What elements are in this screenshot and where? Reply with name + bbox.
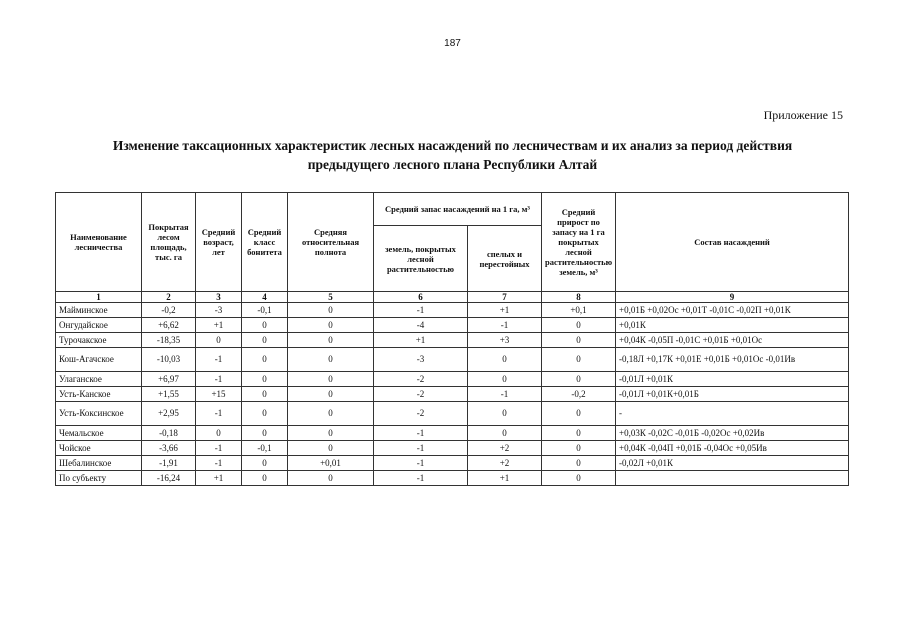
area-cell: -3,66 <box>142 441 196 456</box>
stock-mature-cell: +1 <box>468 471 542 486</box>
bonitet-cell: -0,1 <box>242 303 288 318</box>
age-cell: 0 <box>196 426 242 441</box>
area-cell: -16,24 <box>142 471 196 486</box>
page-number: 187 <box>444 38 461 49</box>
forestry-name: Усть-Коксинское <box>56 402 142 426</box>
document-title <box>60 136 845 174</box>
area-cell: -1,91 <box>142 456 196 471</box>
header-stock-mature: спелых и перестойных <box>468 226 542 292</box>
forestry-name: Чойское <box>56 441 142 456</box>
table-row <box>56 456 849 471</box>
density-cell: 0 <box>288 333 374 348</box>
density-cell: +0,01 <box>288 456 374 471</box>
composition-cell: -0,01Л +0,01К <box>616 372 849 387</box>
bonitet-cell: 0 <box>242 402 288 426</box>
area-cell: -0,2 <box>142 303 196 318</box>
table-row <box>56 372 849 387</box>
stock-covered-cell: -1 <box>374 426 468 441</box>
table-row <box>56 441 849 456</box>
table-row <box>56 348 849 372</box>
stock-covered-cell: -1 <box>374 456 468 471</box>
forestry-name: Турочакское <box>56 333 142 348</box>
appendix-label: Приложение 15 <box>763 108 843 122</box>
bonitet-cell: 0 <box>242 333 288 348</box>
bonitet-cell: 0 <box>242 426 288 441</box>
density-cell: 0 <box>288 348 374 372</box>
increment-cell: 0 <box>542 441 616 456</box>
column-number: 9 <box>616 292 849 303</box>
stock-mature-cell: 0 <box>468 372 542 387</box>
stock-mature-cell: 0 <box>468 426 542 441</box>
table-row <box>56 426 849 441</box>
bonitet-cell: -0,1 <box>242 441 288 456</box>
header-bonitet: Средний класс бонитета <box>242 193 288 292</box>
age-cell: -3 <box>196 303 242 318</box>
column-number-row <box>56 292 849 303</box>
area-cell: +6,97 <box>142 372 196 387</box>
increment-cell: 0 <box>542 333 616 348</box>
forestry-name: Онгудайское <box>56 318 142 333</box>
density-cell: 0 <box>288 402 374 426</box>
header-name: Наименование лесничества <box>56 193 142 292</box>
stock-covered-cell: -4 <box>374 318 468 333</box>
bonitet-cell: 0 <box>242 348 288 372</box>
forestry-name: Усть-Канское <box>56 387 142 402</box>
increment-cell: 0 <box>542 456 616 471</box>
increment-cell: 0 <box>542 402 616 426</box>
density-cell: 0 <box>288 426 374 441</box>
stock-covered-cell: -2 <box>374 372 468 387</box>
stock-mature-cell: -1 <box>468 387 542 402</box>
composition-cell: - <box>616 402 849 426</box>
composition-cell: -0,18Л +0,17К +0,01Е +0,01Б +0,01Ос -0,01Ив <box>616 348 849 372</box>
density-cell: 0 <box>288 303 374 318</box>
stock-mature-cell: -1 <box>468 318 542 333</box>
age-cell: +15 <box>196 387 242 402</box>
forestry-name: Чемальское <box>56 426 142 441</box>
forest-change-table <box>55 192 849 486</box>
header-composition: Состав насаждений <box>616 193 849 292</box>
stock-covered-cell: -3 <box>374 348 468 372</box>
stock-covered-cell: -2 <box>374 402 468 426</box>
stock-mature-cell: 0 <box>468 348 542 372</box>
stock-covered-cell: +1 <box>374 333 468 348</box>
header-area: Покрытая лесом площадь, тыс. га <box>142 193 196 292</box>
stock-mature-cell: 0 <box>468 402 542 426</box>
header-age: Средний возраст, лет <box>196 193 242 292</box>
area-cell: -18,35 <box>142 333 196 348</box>
increment-cell: 0 <box>542 348 616 372</box>
forestry-name: По субъекту <box>56 471 142 486</box>
area-cell: -10,03 <box>142 348 196 372</box>
column-number: 2 <box>142 292 196 303</box>
age-cell: -1 <box>196 372 242 387</box>
bonitet-cell: 0 <box>242 318 288 333</box>
forestry-name: Шебалинское <box>56 456 142 471</box>
header-stock-covered: земель, покрытых лесной растительностью <box>374 226 468 292</box>
forestry-name: Майминское <box>56 303 142 318</box>
age-cell: -1 <box>196 402 242 426</box>
age-cell: -1 <box>196 456 242 471</box>
stock-covered-cell: -1 <box>374 303 468 318</box>
stock-mature-cell: +3 <box>468 333 542 348</box>
column-number: 7 <box>468 292 542 303</box>
age-cell: -1 <box>196 348 242 372</box>
area-cell: +2,95 <box>142 402 196 426</box>
density-cell: 0 <box>288 372 374 387</box>
header-density: Средняя относительная полнота <box>288 193 374 292</box>
increment-cell: +0,1 <box>542 303 616 318</box>
stock-mature-cell: +2 <box>468 456 542 471</box>
composition-cell: +0,04К -0,04П +0,01Б -0,04Ос +0,05Ив <box>616 441 849 456</box>
increment-cell: 0 <box>542 318 616 333</box>
bonitet-cell: 0 <box>242 471 288 486</box>
age-cell: -1 <box>196 441 242 456</box>
density-cell: 0 <box>288 318 374 333</box>
age-cell: +1 <box>196 318 242 333</box>
increment-cell: -0,2 <box>542 387 616 402</box>
forestry-name: Улаганское <box>56 372 142 387</box>
column-number: 6 <box>374 292 468 303</box>
column-number: 3 <box>196 292 242 303</box>
age-cell: +1 <box>196 471 242 486</box>
composition-cell: +0,03К -0,02С -0,01Б -0,02Ос +0,02Ив <box>616 426 849 441</box>
area-cell: -0,18 <box>142 426 196 441</box>
increment-cell: 0 <box>542 372 616 387</box>
composition-cell: +0,04К -0,05П -0,01С +0,01Б +0,01Ос <box>616 333 849 348</box>
bonitet-cell: 0 <box>242 456 288 471</box>
table-row-total <box>56 471 849 486</box>
header-stock-group: Средний запас насаждений на 1 га, м³ <box>374 193 542 226</box>
table-row <box>56 318 849 333</box>
composition-cell: -0,01Л +0,01К+0,01Б <box>616 387 849 402</box>
area-cell: +1,55 <box>142 387 196 402</box>
density-cell: 0 <box>288 471 374 486</box>
title-line-1: Изменение таксационных характеристик лесных насаждений по лесничествам и их анализ за период действия <box>112 138 793 153</box>
header-increment: Средний прирост по запасу на 1 га покрытых лесной растительностью земель, м³ <box>542 193 616 292</box>
area-cell: +6,62 <box>142 318 196 333</box>
column-number: 1 <box>56 292 142 303</box>
column-number: 8 <box>542 292 616 303</box>
stock-covered-cell: -1 <box>374 441 468 456</box>
composition-cell <box>616 471 849 486</box>
composition-cell: -0,02Л +0,01К <box>616 456 849 471</box>
density-cell: 0 <box>288 441 374 456</box>
forestry-name: Кош-Агачское <box>56 348 142 372</box>
stock-mature-cell: +1 <box>468 303 542 318</box>
increment-cell: 0 <box>542 471 616 486</box>
table-row <box>56 303 849 318</box>
stock-covered-cell: -1 <box>374 471 468 486</box>
composition-cell: +0,01Б +0,02Ос +0,01Т -0,01С -0,02П +0,01К <box>616 303 849 318</box>
increment-cell: 0 <box>542 426 616 441</box>
bonitet-cell: 0 <box>242 372 288 387</box>
column-number: 4 <box>242 292 288 303</box>
stock-covered-cell: -2 <box>374 387 468 402</box>
stock-mature-cell: +2 <box>468 441 542 456</box>
table-row <box>56 387 849 402</box>
table-row <box>56 333 849 348</box>
column-number: 5 <box>288 292 374 303</box>
composition-cell: +0,01К <box>616 318 849 333</box>
bonitet-cell: 0 <box>242 387 288 402</box>
density-cell: 0 <box>288 387 374 402</box>
title-line-2: предыдущего лесного плана Республики Алтай <box>307 157 598 172</box>
age-cell: 0 <box>196 333 242 348</box>
table-row <box>56 402 849 426</box>
